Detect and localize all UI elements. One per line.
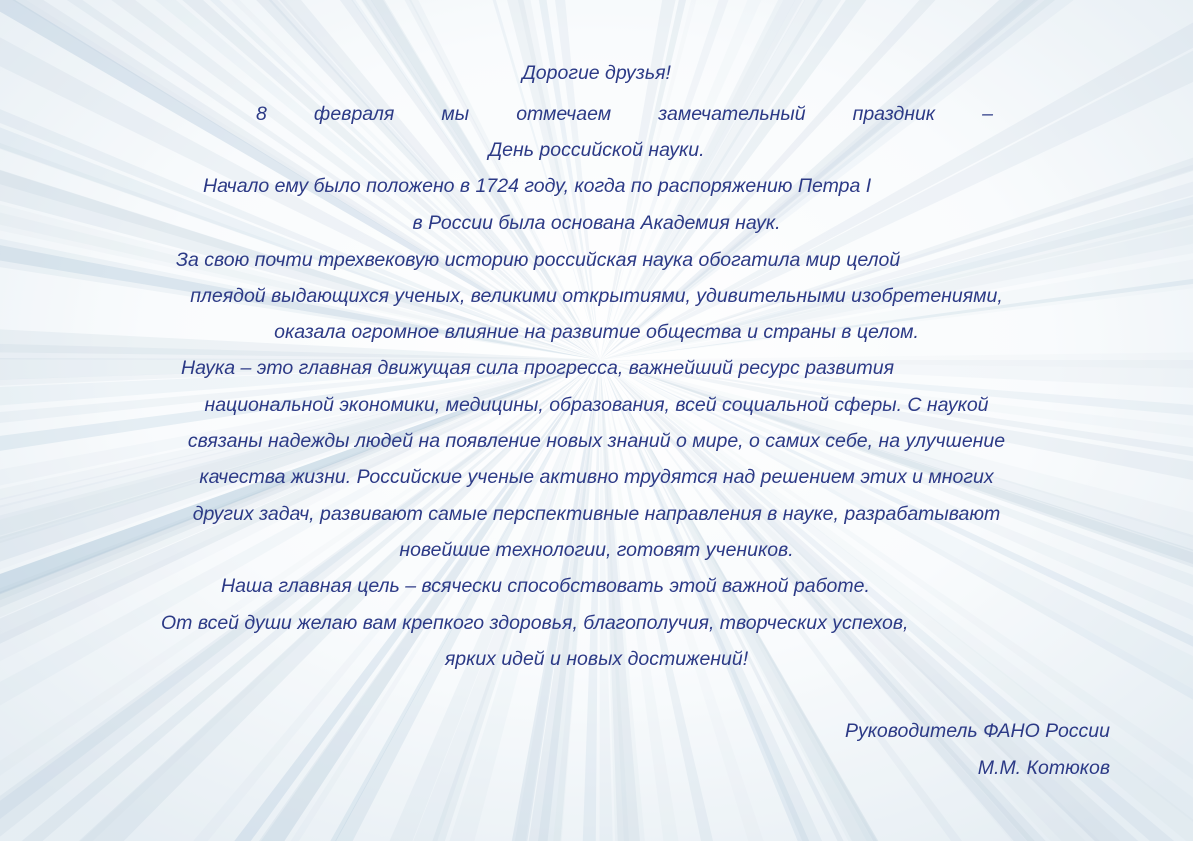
paragraph-6-line-2: ярких идей и новых достижений! (444, 648, 749, 670)
word: праздник (852, 103, 936, 125)
paragraph-4-line-5: других задач, развивают самые перспективные направления в науке, разрабатывают (192, 503, 1001, 525)
word: февраля (313, 103, 395, 125)
paragraph-2-line-2: в России была основана Академия наук. (412, 212, 781, 234)
paragraph-4-line-1: Наука – это главная движущая сила прогресса, важнейший ресурс развития (181, 357, 895, 379)
paragraph-6-line-1: От всей души желаю вам крепкого здоровья, благополучия, творческих успехов, (161, 612, 909, 634)
word: 8 (256, 103, 267, 125)
word: – (982, 103, 993, 125)
word: отмечаем (516, 103, 612, 125)
paragraph-4-line-6: новейшие технологии, готовят учеников. (399, 539, 794, 561)
paragraph-2-line-1: Начало ему было положено в 1724 году, когда по распоряжению Петра I (203, 175, 872, 197)
paragraph-3-line-1: За свою почти трехвековую историю российская наука обогатила мир целой (176, 249, 901, 271)
paragraph-5-line-1: Наша главная цель – всячески способствовать этой важной работе. (221, 575, 870, 597)
word: замечательный (658, 103, 806, 125)
paragraph-4-line-2: национальной экономики, медицины, образования, всей социальной сферы. С наукой (204, 394, 989, 416)
paragraph-3-line-3: оказала огромное влияние на развитие общества и страны в целом. (274, 321, 919, 343)
paragraph-4-line-4: качества жизни. Российские ученые активно трудятся над решением этих и многих (199, 466, 994, 488)
paragraph-1-line-2: День российской науки. (488, 139, 705, 161)
paragraph-1-line-1 (256, 102, 993, 126)
paragraph-4-line-3: связаны надежды людей на появление новых знаний о мире, о самих себе, на улучшение (187, 430, 1006, 452)
greeting: Дорогие друзья! (522, 62, 671, 84)
word: мы (441, 103, 470, 125)
paragraph-3-line-2: плеядой выдающихся ученых, великими открытиями, удивительными изобретениями, (190, 285, 1003, 307)
signature-name: М.М. Котюков (977, 757, 1110, 779)
signature-position: Руководитель ФАНО России (844, 720, 1110, 742)
